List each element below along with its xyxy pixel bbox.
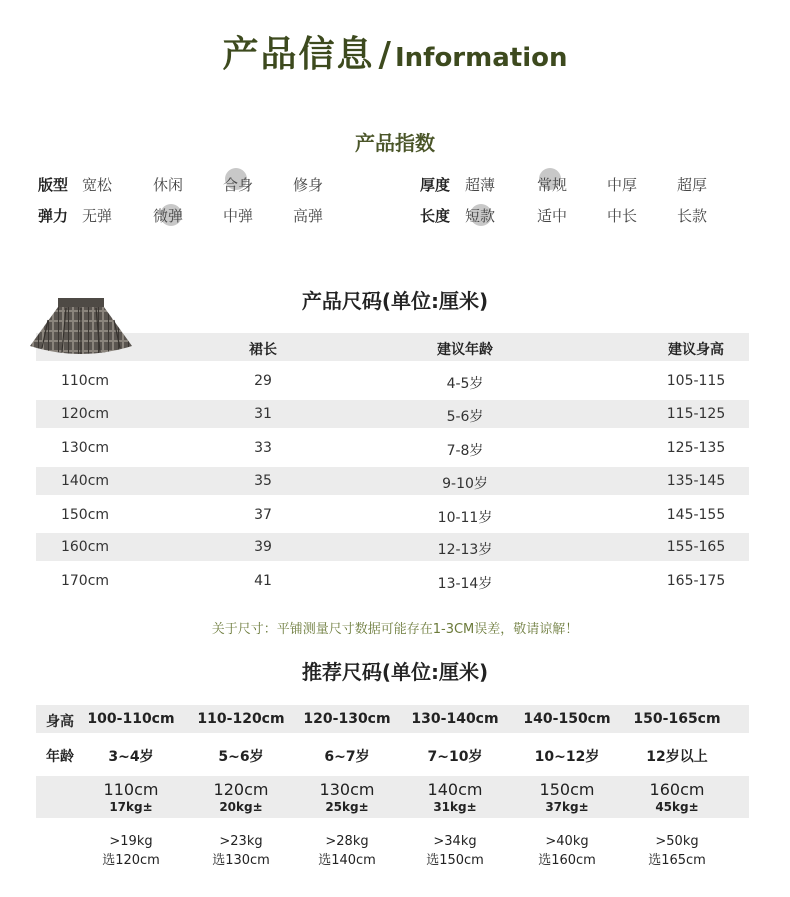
index-label-fit: 版型: [38, 176, 69, 194]
height-range: 120-130cm: [303, 711, 391, 727]
length-cell: 31: [254, 406, 272, 422]
index-option: 无弹: [82, 207, 113, 225]
column-header-age: 建议年龄: [437, 342, 493, 358]
age-cell: 10-11岁: [437, 510, 493, 526]
recommended-weight: 20kg±: [219, 800, 263, 814]
index-option: 长款: [677, 207, 708, 225]
recommended-weight: 25kg±: [325, 800, 369, 814]
index-option: 超薄: [465, 176, 496, 194]
index-option: 修身: [293, 176, 324, 194]
size-cell: 150cm: [60, 507, 110, 523]
upsize-weight: >28kg: [325, 834, 369, 849]
upsize-choice: 选150cm: [426, 853, 484, 868]
height-range: 130-140cm: [411, 711, 499, 727]
index-option-selected: 微弹: [153, 207, 184, 225]
size-cell: 160cm: [60, 539, 110, 555]
recommended-size: 110cm: [103, 780, 159, 799]
index-option: 适中: [537, 207, 568, 225]
upsize-weight: >40kg: [545, 834, 589, 849]
index-option-selected: 常规: [537, 176, 568, 194]
height-label: 身高: [46, 714, 74, 730]
page-title: [0, 26, 790, 77]
index-option-selected: 短款: [465, 207, 496, 225]
length-cell: 29: [254, 373, 272, 389]
age-cell: 4-5岁: [446, 376, 484, 392]
height-cell: 155-165: [666, 539, 726, 555]
height-range: 140-150cm: [523, 711, 611, 727]
plaid-skirt-icon: [28, 296, 134, 358]
age-range: 5~6岁: [218, 749, 264, 765]
recommended-size: 160cm: [649, 780, 705, 799]
recommended-size: 120cm: [213, 780, 269, 799]
age-range: 12岁以上: [646, 749, 708, 765]
title-chinese: 产品信息: [222, 34, 375, 75]
height-range: 100-110cm: [87, 711, 175, 727]
recommended-weight: 37kg±: [545, 800, 589, 814]
recommended-size: 130cm: [319, 780, 375, 799]
age-range: 10~12岁: [534, 749, 600, 765]
index-option: 高弹: [293, 207, 324, 225]
index-option-selected: 合身: [223, 176, 254, 194]
height-range: 110-120cm: [197, 711, 285, 727]
column-header-height: 建议身高: [668, 342, 724, 358]
age-range: 7~10岁: [427, 749, 483, 765]
age-cell: 5-6岁: [446, 409, 484, 425]
size-cell: 140cm: [60, 473, 110, 489]
length-cell: 37: [254, 507, 272, 523]
size-note: 关于尺寸：平铺测量尺寸数据可能存在1-3CM误差，敬请谅解！: [211, 622, 579, 637]
upsize-weight: >19kg: [109, 834, 153, 849]
index-option: 中长: [607, 207, 638, 225]
length-cell: 41: [254, 573, 272, 589]
title-english: Information: [394, 43, 568, 73]
length-cell: 33: [254, 440, 272, 456]
height-cell: 105-115: [666, 373, 726, 389]
index-option: 中厚: [607, 176, 638, 194]
index-option: 中弹: [223, 207, 254, 225]
height-range: 150-165cm: [633, 711, 721, 727]
recommended-size: 150cm: [539, 780, 595, 799]
upsize-weight: >50kg: [655, 834, 699, 849]
index-option: 休闲: [153, 176, 184, 194]
recommended-weight: 17kg±: [109, 800, 153, 814]
upsize-choice: 选160cm: [538, 853, 596, 868]
recommend-title: 推荐尺码(单位:厘米): [301, 660, 489, 684]
length-cell: 35: [254, 473, 272, 489]
age-range: 3~4岁: [108, 749, 154, 765]
upsize-choice: 选140cm: [318, 853, 376, 868]
column-header-length: 裙长: [249, 342, 277, 358]
upsize-weight: >34kg: [433, 834, 477, 849]
size-cell: 170cm: [60, 573, 110, 589]
title-separator: /: [378, 35, 391, 75]
recommended-size: 140cm: [427, 780, 483, 799]
length-cell: 39: [254, 539, 272, 555]
height-cell: 135-145: [666, 473, 726, 489]
age-label: 年龄: [46, 749, 74, 765]
age-cell: 9-10岁: [442, 476, 488, 492]
size-cell: 130cm: [60, 440, 110, 456]
size-table-title: 产品尺码(单位:厘米): [301, 289, 489, 313]
upsize-weight: >23kg: [219, 834, 263, 849]
upsize-choice: 选130cm: [212, 853, 270, 868]
recommended-weight: 45kg±: [655, 800, 699, 814]
height-cell: 125-135: [666, 440, 726, 456]
height-cell: 145-155: [666, 507, 726, 523]
age-cell: 7-8岁: [446, 443, 484, 459]
age-range: 6~7岁: [324, 749, 370, 765]
index-label-length: 长度: [420, 207, 451, 225]
age-cell: 12-13岁: [437, 542, 493, 558]
upsize-choice: 选165cm: [648, 853, 706, 868]
index-option: 宽松: [82, 176, 113, 194]
recommended-weight: 31kg±: [433, 800, 477, 814]
size-cell: 120cm: [60, 406, 110, 422]
index-label-thickness: 厚度: [420, 176, 451, 194]
size-cell: 110cm: [60, 373, 110, 389]
index-label-stretch: 弹力: [38, 207, 69, 225]
height-cell: 115-125: [666, 406, 726, 422]
upsize-choice: 选120cm: [102, 853, 160, 868]
height-cell: 165-175: [666, 573, 726, 589]
index-option: 超厚: [677, 176, 708, 194]
age-cell: 13-14岁: [437, 576, 493, 592]
index-section-title: 产品指数: [355, 131, 435, 155]
